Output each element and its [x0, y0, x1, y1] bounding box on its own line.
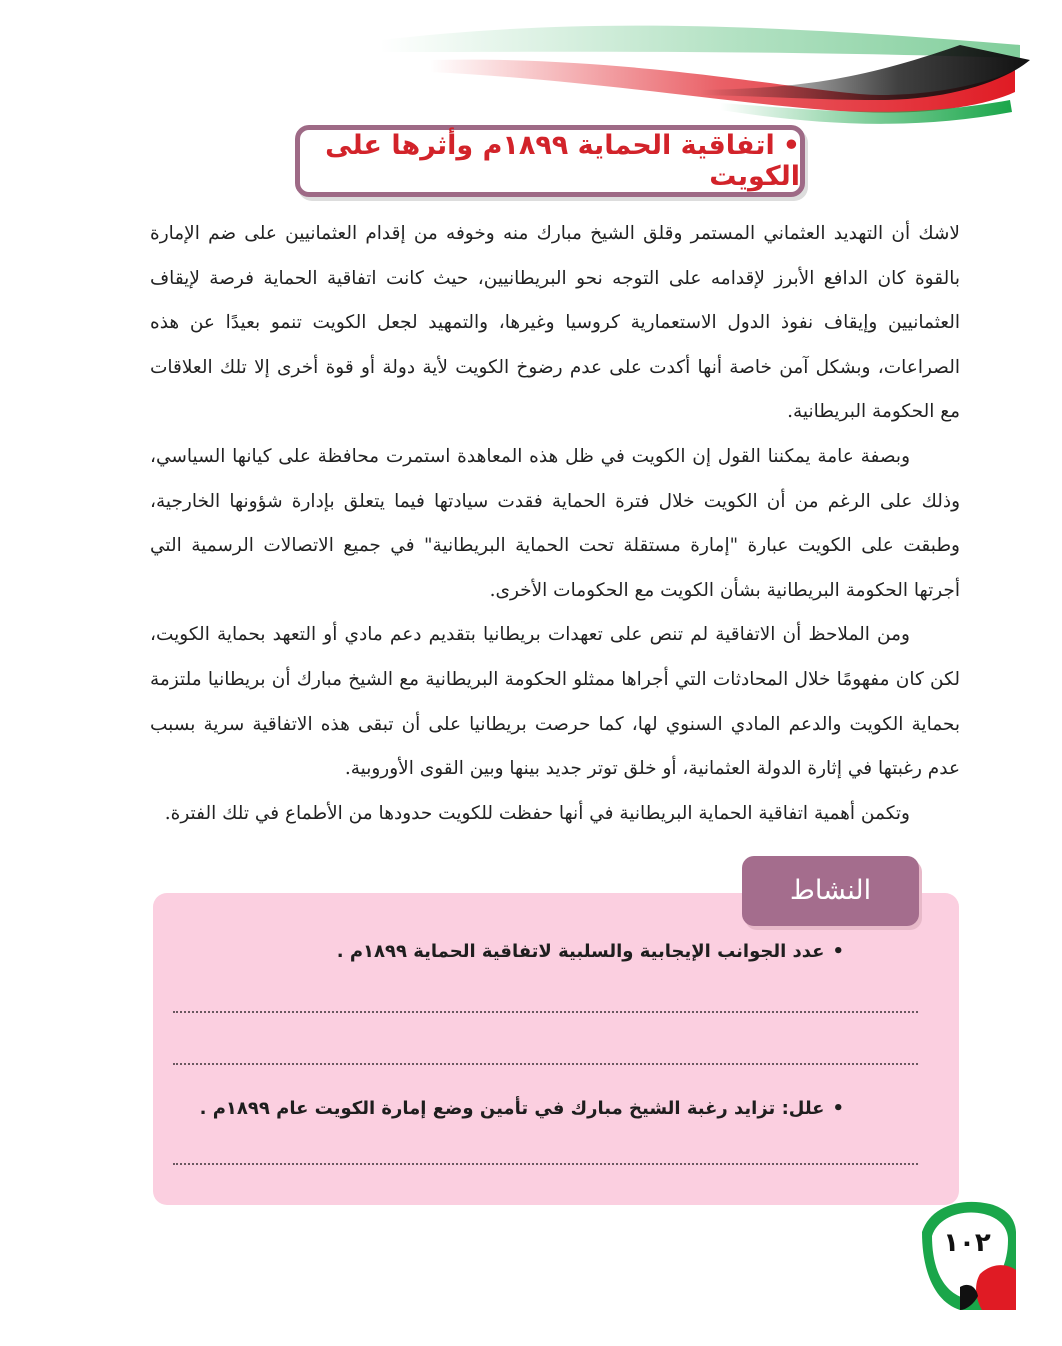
title-bullet: • [782, 130, 800, 161]
title-frame [295, 125, 805, 197]
page-number: ١٠٢ [943, 1228, 991, 1258]
answer-line-2[interactable] [173, 1063, 918, 1065]
answer-line-3[interactable] [173, 1163, 918, 1165]
page-title [300, 130, 800, 192]
activity-box [153, 893, 959, 1205]
paragraph-4: وتكمن أهمية اتفاقية الحماية البريطانية في أنها حفظت للكويت حدودها من الأطماع في تلك الفترة. [164, 802, 910, 824]
question-2-text: علل: تزايد رغبة الشيخ مبارك في تأمين وضع إمارة الكويت عام ١٨٩٩م . [199, 1098, 825, 1119]
question-bullet: • [832, 1098, 844, 1119]
answer-line-1[interactable] [173, 1011, 918, 1013]
title-text: اتفاقية الحماية ١٨٩٩م وأثرها على الكويت [325, 130, 800, 192]
activity-label: النشاط [742, 856, 919, 926]
question-1-text: عدد الجوانب الإيجابية والسلبية لاتفاقية الحماية ١٨٩٩م . [336, 941, 825, 962]
paragraph-3: ومن الملاحظ أن الاتفاقية لم تنص على تعهدات بريطانيا بتقديم دعم مادي أو التعهد بحماية الكويت، لكن كان مفهومًا خلال المحادثات التي أجراها ممثلو الحكومة البريطانية مع الشيخ مبارك أن بريطانيا ملتزمة بحماية الكويت والدعم المادي السنوي لها، كما حرصت بريطانيا على أن تبقى هذه الاتفاقية سرية بسبب عدم رغبتها في إثارة الدولة العثمانية، أو خلق توتر جديد بينها وبين القوى الأوروبية. [150, 624, 960, 780]
kuwait-flag-ribbon [0, 0, 1062, 140]
paragraph-1: لاشك أن التهديد العثماني المستمر وقلق الشيخ مبارك منه وخوفه من إقدام العثمانيين على ضم الإمارة بالقوة كان الدافع الأبرز لإقدامه على التوجه نحو البريطانيين، حيث كانت اتفاقية الحماية فرصة لإيقاف العثمانيين وإيقاف نفوذ الدول الاستعمارية كروسيا وغيرها، والتمهيد لجعل الكويت تنمو بعيدًا عن هذه الصراعات، وبشكل آمن خاصة أنها أكدت على عدم رضوخ الكويت لأية دولة أو قوة أخرى إلا تلك العلاقات مع الحكومة البريطانية. [150, 223, 960, 423]
activity-question-1 [337, 941, 844, 962]
question-bullet: • [832, 941, 844, 962]
page-number-badge [920, 1192, 1020, 1310]
body-text [150, 212, 960, 836]
activity-question-2 [200, 1098, 844, 1119]
paragraph-2: وبصفة عامة يمكننا القول إن الكويت في ظل هذه المعاهدة استمرت محافظة على كيانها السياسي، وذلك على الرغم من أن الكويت خلال فترة الحماية فقدت سيادتها فيما يتعلق بإدارة شؤونها الخارجية، وطبقت على الكويت عبارة "إمارة مستقلة تحت الحماية البريطانية" في جميع الاتصالات الرسمية التي أجرتها الحكومة البريطانية بشأن الكويت مع الحكومات الأخرى. [150, 445, 960, 601]
